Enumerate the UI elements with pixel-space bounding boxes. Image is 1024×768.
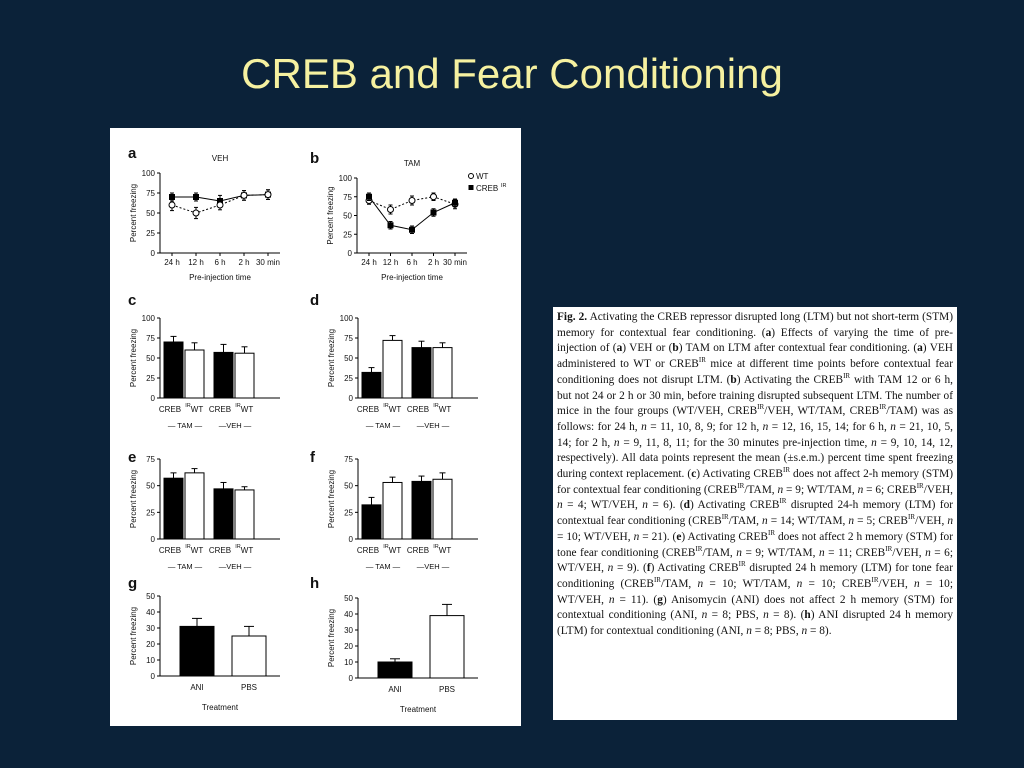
y-tick-label: 25: [344, 374, 353, 383]
x-tick-label: IR: [383, 544, 389, 550]
caption-segment: mice at different time points before contextual fear conditioning does not disrupt LTM. (: [557, 358, 953, 386]
caption-segment: n: [633, 530, 640, 543]
x-tick-label: 30 min: [255, 258, 281, 267]
panel-g: [128, 575, 280, 712]
x-tick-label: CREB: [208, 405, 232, 414]
y-tick-label: 25: [343, 230, 352, 240]
bar: [362, 372, 381, 398]
y-tick-label: 25: [146, 374, 155, 383]
data-point: [169, 202, 175, 208]
bar: [235, 353, 254, 398]
caption-segment: n: [642, 499, 648, 512]
caption-segment: ) Activating CREB: [689, 499, 780, 512]
bar: [180, 626, 214, 676]
y-tick-label: 30: [146, 624, 155, 633]
caption-segment: = 6; WT/VEH,: [557, 546, 953, 575]
data-point: [431, 194, 437, 200]
panel-f: [310, 449, 478, 571]
x-tick-label: WT: [388, 546, 402, 555]
caption-segment: b: [672, 342, 679, 355]
y-axis-label: Percent freezing: [327, 608, 336, 668]
data-point: [265, 192, 271, 198]
x-tick-label: IR: [433, 403, 439, 409]
y-axis-label: Percent freezing: [129, 328, 138, 388]
x-tick-label: WT: [190, 546, 204, 555]
caption-segment: n: [736, 546, 742, 559]
caption-segment: n: [925, 546, 931, 559]
x-tick-label: IR: [235, 403, 241, 409]
x-tick-label: 6 h: [214, 258, 226, 267]
legend-label: WT: [476, 172, 489, 181]
bar: [378, 662, 412, 678]
caption-segment: n: [947, 515, 953, 528]
caption-segment: g: [657, 593, 663, 606]
panel-a: [128, 145, 280, 282]
x-tick-label: CREB: [406, 546, 430, 555]
caption-segment: n: [641, 420, 647, 433]
caption-segment: IR: [721, 513, 729, 522]
x-tick-label: 24 h: [361, 258, 377, 267]
panel-label-c: c: [128, 292, 137, 309]
caption-segment: e: [676, 530, 682, 543]
panel-c: [128, 292, 280, 430]
caption-segment: = 9; WT/TAM,: [741, 546, 819, 559]
panel-label-b: b: [310, 150, 320, 167]
x-tick-label: CREB: [356, 546, 380, 555]
bar: [164, 342, 183, 398]
caption-segment: = 10; WT/TAM,: [703, 577, 797, 590]
caption-segment: = 8). (: [768, 609, 805, 622]
caption-segment: ) Effects of varying the time of pre-injection of (: [557, 326, 953, 355]
caption-segment: ) TAM on LTM after contextual fear conditioning. (: [678, 342, 918, 355]
y-axis-label: Percent freezing: [129, 469, 138, 529]
data-point: [366, 194, 372, 200]
caption-segment: n: [890, 420, 896, 433]
group-label: —VEH —: [416, 562, 450, 571]
bar: [362, 505, 381, 539]
y-tick-label: 0: [347, 249, 352, 258]
group-label: —VEH —: [416, 421, 450, 430]
y-tick-label: 50: [146, 481, 155, 491]
figure-panel: [110, 128, 521, 726]
legend-label: CREB: [476, 184, 499, 193]
y-tick-label: 50: [146, 209, 155, 218]
x-tick-label: IR: [185, 544, 191, 550]
y-tick-label: 50: [146, 354, 155, 363]
x-tick-label: CREB: [158, 405, 182, 414]
caption-segment: = 21). (: [639, 530, 677, 543]
caption-segment: = 6). (: [647, 499, 684, 512]
caption-segment: = 10; WT/VEH,: [557, 530, 634, 543]
caption-segment: = 9; WT/TAM,: [783, 483, 858, 496]
figure-svg: [110, 128, 521, 726]
x-axis-label: Treatment: [399, 705, 437, 714]
data-point: [193, 210, 199, 216]
y-tick-label: 75: [146, 334, 155, 343]
caption-segment: Fig. 2.: [557, 311, 588, 323]
panel-d: [310, 292, 478, 430]
caption-segment: /VEH,: [923, 483, 953, 496]
caption-segment: ) Activating CREB: [696, 468, 783, 481]
data-point: [241, 192, 247, 198]
legend-marker: [469, 174, 474, 179]
caption-segment: ) ANI disrupted 24 h memory (LTM) for contextual conditioning (ANI,: [557, 609, 954, 638]
y-tick-label: 50: [146, 592, 155, 601]
caption-segment: IR: [695, 544, 703, 553]
panel-label-e: e: [128, 449, 137, 466]
caption-segment: = 11). (: [614, 593, 658, 606]
bar: [164, 478, 183, 539]
x-tick-label: CREB: [356, 405, 380, 414]
caption-segment: IR: [916, 481, 924, 490]
y-tick-label: 25: [344, 508, 353, 518]
group-label: —VEH —: [218, 421, 252, 430]
bar: [383, 340, 402, 398]
panel-label-a: a: [128, 145, 137, 162]
x-tick-label: WT: [438, 546, 452, 555]
panel-label-h: h: [310, 575, 320, 592]
caption-segment: = 9). (: [613, 562, 647, 575]
caption-segment: ) Anisomycin (ANI) does not affect 2 h memory (STM) for contextual conditioning (ANI,: [557, 593, 953, 622]
data-point: [388, 222, 394, 228]
caption-segment: = 12, 16, 15, 14; for 6 h,: [768, 420, 891, 433]
y-tick-label: 75: [343, 192, 352, 202]
x-tick-label: ANI: [388, 685, 402, 694]
bar: [412, 481, 431, 539]
caption-segment: IR: [885, 544, 893, 553]
caption-segment: n: [871, 436, 877, 449]
x-tick-label: WT: [438, 405, 452, 414]
caption-segment: IR: [779, 497, 787, 506]
caption-segment: = 8; PBS,: [751, 625, 802, 638]
y-tick-label: 0: [150, 394, 155, 403]
y-tick-label: 10: [344, 658, 353, 667]
y-tick-label: 100: [141, 169, 155, 178]
caption-segment: d: [683, 499, 690, 512]
y-axis-label: Percent freezing: [129, 183, 138, 243]
x-tick-label: 24 h: [164, 258, 180, 267]
caption-segment: c: [691, 468, 697, 481]
data-point: [409, 227, 415, 233]
caption-segment: n: [801, 625, 808, 638]
x-tick-label: 12 h: [188, 258, 204, 267]
bar: [235, 490, 254, 539]
group-label: — TAM —: [167, 421, 203, 430]
caption-segment: /TAM,: [728, 515, 763, 528]
x-tick-label: 6 h: [406, 258, 418, 267]
bar: [383, 482, 402, 539]
data-point: [431, 210, 437, 216]
y-tick-label: 75: [344, 455, 353, 464]
y-tick-label: 75: [344, 334, 353, 343]
data-point: [388, 207, 394, 213]
data-point: [217, 202, 223, 208]
bar: [433, 348, 452, 398]
caption-segment: n: [914, 577, 920, 590]
caption-segment: IR: [908, 513, 915, 522]
x-tick-label: 12 h: [382, 258, 399, 267]
caption-segment: IR: [783, 466, 790, 475]
bar: [433, 479, 452, 539]
x-axis-label: Pre-injection time: [381, 273, 443, 282]
caption-segment: = 8; PBS,: [707, 609, 764, 622]
legend-label: IR: [501, 183, 507, 189]
caption-segment: n: [701, 609, 708, 622]
y-tick-label: 10: [146, 656, 155, 665]
caption-segment: = 9, 11, 8, 11; for the 30 minutes pre-injection time,: [619, 436, 872, 449]
caption-segment: n: [848, 515, 855, 528]
caption-segment: does not affect 2-h memory (STM) for contextual fear conditioning (CREB: [557, 468, 953, 496]
caption-segment: n: [763, 609, 769, 622]
caption-segment: with TAM 12 or 6 h, but not 24 or 2 h or 30 min, before training disrupted subsequent LTM. The number of mice in the four groups (WT/VEH, CREB: [557, 373, 954, 418]
x-tick-label: CREB: [158, 546, 182, 555]
bar: [430, 616, 464, 678]
y-tick-label: 75: [146, 189, 155, 198]
x-tick-label: 2 h: [238, 258, 250, 267]
y-tick-label: 100: [141, 314, 155, 323]
caption-segment: /TAM,: [744, 483, 778, 496]
caption-segment: /VEH,: [878, 577, 915, 590]
caption-segment: = 4; WT/VEH,: [562, 499, 643, 512]
caption-segment: IR: [698, 356, 706, 365]
caption-segment: Activating the CREB repressor disrupted long (LTM) but not short-term (STM) memory for contextual fear conditioning. (: [557, 311, 954, 339]
x-tick-label: IR: [433, 544, 439, 550]
panel-label-d: d: [310, 292, 320, 309]
caption-segment: ) Activating CREB: [650, 562, 739, 575]
caption-segment: b: [730, 373, 737, 386]
x-tick-label: PBS: [438, 685, 456, 694]
y-tick-label: 100: [339, 314, 353, 323]
x-tick-label: IR: [383, 403, 389, 409]
x-tick-label: 2 h: [427, 258, 440, 267]
caption-segment: ) VEH or (: [622, 342, 673, 355]
caption-segment: IR: [757, 403, 765, 412]
panel-label-f: f: [310, 449, 315, 466]
caption-segment: IR: [768, 529, 775, 538]
x-tick-label: IR: [235, 544, 241, 550]
legend-marker: [469, 185, 474, 190]
caption-segment: ) Activating the CREB: [736, 373, 844, 386]
caption-segment: IR: [879, 403, 887, 412]
slide-title: CREB and Fear Conditioning: [241, 50, 783, 97]
y-tick-label: 0: [150, 535, 155, 544]
panel-label-g: g: [128, 575, 138, 592]
y-tick-label: 0: [348, 674, 353, 683]
x-axis-label: Treatment: [201, 703, 239, 712]
data-point: [409, 198, 415, 204]
chart-title: VEH: [211, 154, 229, 163]
x-tick-label: 30 min: [442, 258, 468, 267]
group-label: —VEH —: [218, 562, 252, 571]
x-tick-label: ANI: [190, 683, 204, 692]
y-tick-label: 50: [343, 211, 352, 221]
x-tick-label: CREB: [406, 405, 430, 414]
caption-segment: IR: [871, 576, 879, 585]
caption-segment: disrupted 24-h memory (LTM) for contextual fear conditioning (CREB: [557, 499, 954, 528]
x-tick-label: IR: [185, 403, 191, 409]
caption-segment: IR: [843, 372, 851, 381]
caption-segment: n: [608, 593, 615, 606]
panel-e: [128, 449, 280, 571]
caption-segment: ) VEH administered to WT or CREB: [557, 342, 954, 371]
caption-segment: disrupted 24 h memory (LTM) for tone fear conditioning (CREB: [557, 562, 953, 590]
caption-segment: = 10; WT/VEH,: [557, 577, 954, 606]
caption-segment: n: [777, 483, 784, 496]
y-tick-label: 50: [344, 354, 353, 363]
caption-segment: n: [818, 546, 825, 559]
caption-segment: IR: [737, 481, 745, 490]
caption-segment: n: [607, 562, 614, 575]
x-tick-label: WT: [190, 405, 204, 414]
caption-segment: /VEH,: [892, 546, 926, 559]
caption-segment: = 21, 10, 5, 14; for 2 h,: [557, 420, 954, 449]
data-point: [452, 200, 458, 206]
bar: [232, 636, 266, 676]
y-axis-label: Percent freezing: [327, 328, 336, 388]
group-label: — TAM —: [365, 562, 401, 571]
caption-segment: n: [746, 625, 752, 638]
chart-title: TAM: [403, 159, 421, 168]
caption-segment: f: [646, 562, 651, 575]
bar: [214, 352, 233, 398]
caption-segment: a: [765, 326, 772, 339]
y-tick-label: 50: [344, 481, 353, 491]
caption-segment: = 6; CREB: [863, 483, 917, 496]
figure-caption: [553, 307, 957, 720]
caption-segment: = 10; CREB: [802, 577, 872, 590]
x-tick-label: CREB: [208, 546, 232, 555]
y-axis-label: Percent freezing: [326, 186, 335, 245]
y-tick-label: 50: [344, 594, 353, 603]
caption-segment: = 14; WT/TAM,: [767, 515, 849, 528]
y-tick-label: 0: [348, 535, 353, 544]
x-tick-label: WT: [240, 546, 254, 555]
caption-segment: /VEH, WT/TAM, CREB: [764, 405, 880, 418]
bar: [185, 473, 204, 539]
y-tick-label: 20: [344, 642, 353, 651]
y-tick-label: 30: [344, 626, 353, 635]
y-tick-label: 0: [150, 249, 155, 258]
caption-segment: = 8).: [807, 625, 832, 638]
data-point: [193, 194, 199, 200]
group-label: — TAM —: [167, 562, 203, 571]
y-axis-label: Percent freezing: [327, 469, 336, 529]
caption-segment: IR: [653, 576, 661, 585]
caption-segment: n: [557, 499, 563, 512]
bar: [214, 489, 233, 539]
caption-segment: n: [613, 436, 620, 449]
caption-segment: IR: [738, 560, 746, 569]
caption-segment: /TAM,: [702, 546, 737, 559]
caption-segment: n: [762, 515, 768, 528]
caption-segment: = 5; CREB: [854, 515, 908, 528]
caption-segment: h: [804, 609, 811, 622]
x-tick-label: WT: [240, 405, 254, 414]
x-tick-label: PBS: [240, 683, 258, 692]
y-tick-label: 25: [146, 508, 155, 518]
caption-segment: n: [697, 577, 704, 590]
x-tick-label: WT: [388, 405, 402, 414]
caption-segment: ) Activating CREB: [681, 530, 768, 543]
caption-segment: n: [796, 577, 803, 590]
caption-segment: /VEH,: [915, 515, 948, 528]
bar: [412, 348, 431, 398]
caption-segment: does not affect 2 h memory (STM) for tone fear conditioning (CREB: [557, 530, 953, 559]
x-axis-label: Pre-injection time: [189, 273, 251, 282]
y-tick-label: 40: [146, 608, 155, 617]
caption-segment: /TAM,: [660, 577, 698, 590]
y-tick-label: 25: [146, 229, 155, 238]
y-tick-label: 100: [338, 174, 352, 183]
y-tick-label: 0: [348, 394, 353, 403]
caption-segment: a: [917, 342, 923, 355]
y-tick-label: 75: [146, 455, 155, 464]
panel-h: [310, 575, 478, 714]
panel-b: [310, 150, 507, 282]
caption-segment: /TAM) was as follows: for 24 h,: [557, 405, 953, 433]
caption-segment: a: [616, 342, 623, 355]
caption-segment: n: [857, 483, 864, 496]
group-label: — TAM —: [365, 421, 401, 430]
y-tick-label: 20: [146, 640, 155, 649]
y-tick-label: 40: [344, 610, 353, 619]
caption-segment: n: [762, 420, 769, 433]
y-tick-label: 0: [150, 672, 155, 681]
caption-segment: = 11; CREB: [824, 546, 886, 559]
caption-segment: = 9, 10, 14, 12, respectively). All data points represent the mean (±s.e.m.) percent time spent freezing during context replacement. (: [557, 436, 954, 481]
y-axis-label: Percent freezing: [129, 606, 138, 666]
bar: [185, 350, 204, 398]
caption-segment: = 11, 10, 8, 9; for 12 h,: [646, 420, 763, 433]
